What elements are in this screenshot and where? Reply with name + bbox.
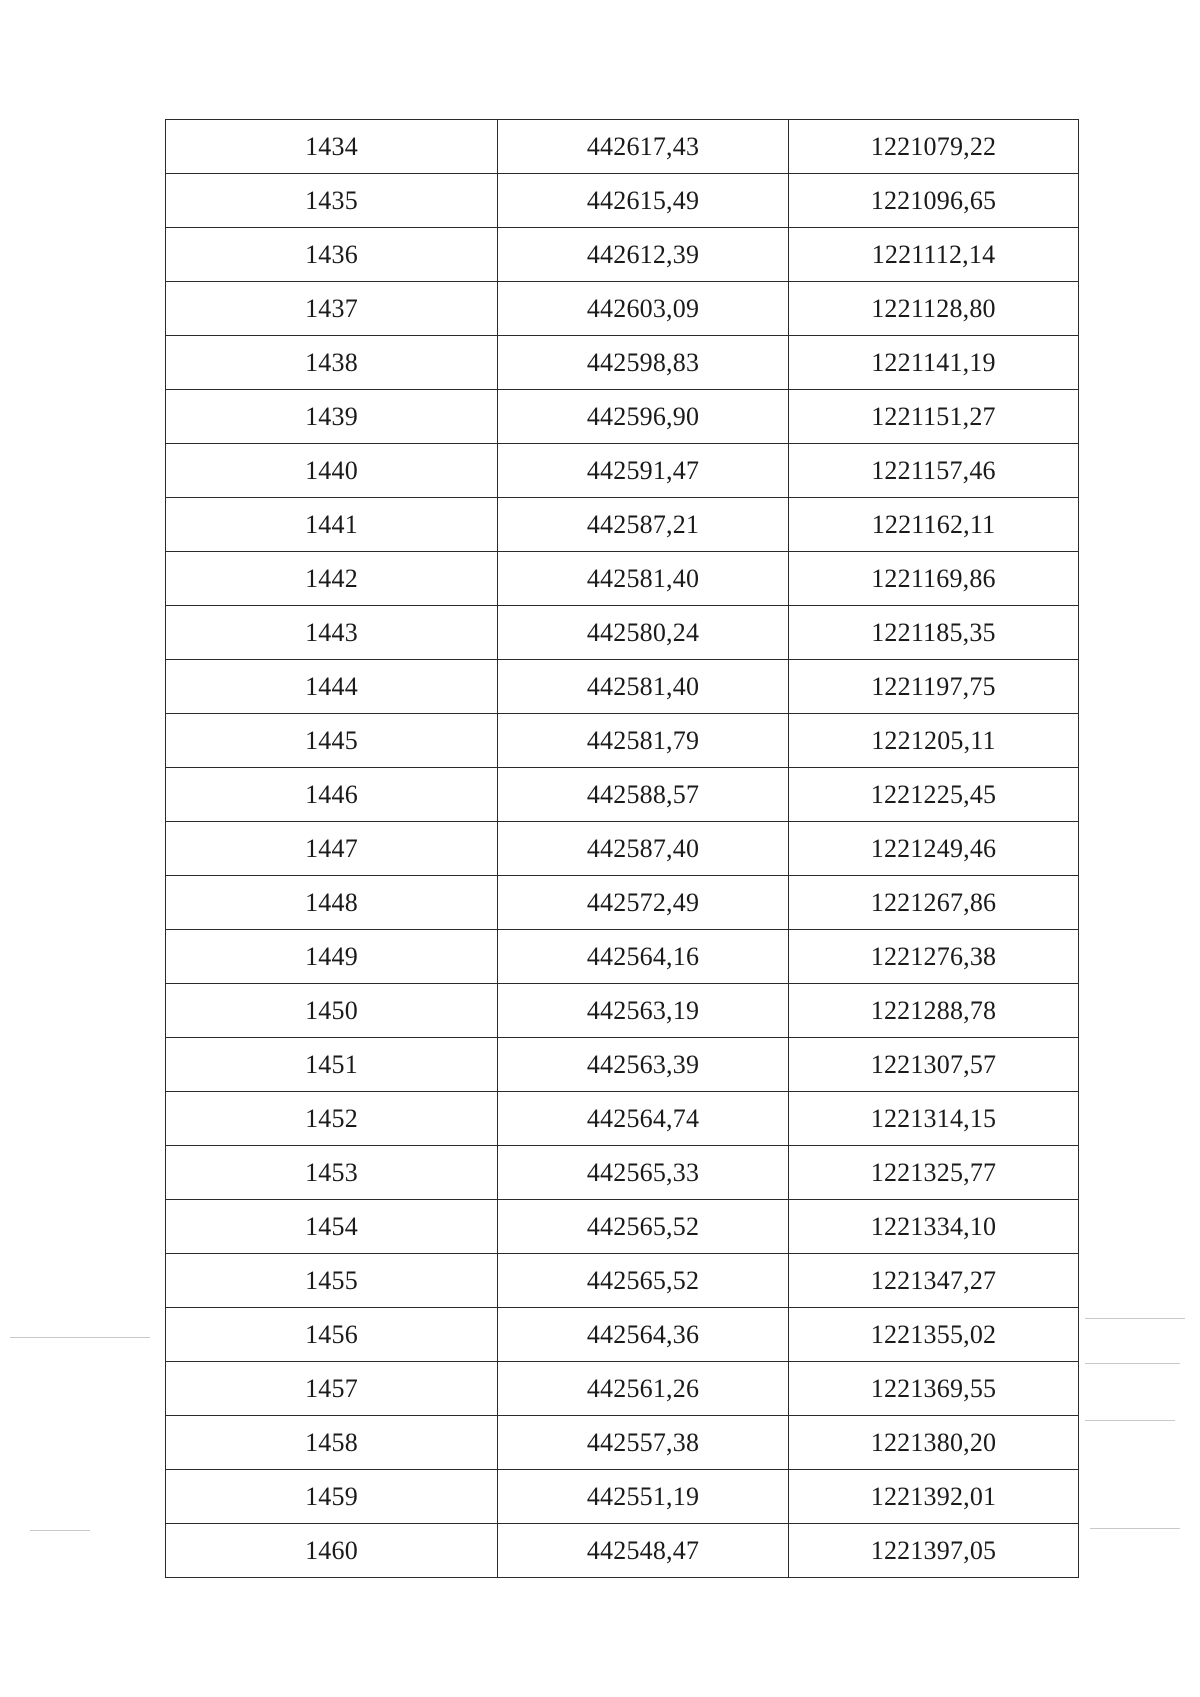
y-coordinate-cell: 1221314,15 (789, 1092, 1079, 1146)
table-row (166, 822, 1079, 876)
y-coordinate-cell: 1221267,86 (789, 876, 1079, 930)
y-coordinate-cell: 1221157,46 (789, 444, 1079, 498)
x-coordinate-cell: 442561,26 (498, 1362, 789, 1416)
table-row (166, 390, 1079, 444)
x-coordinate-cell: 442598,83 (498, 336, 789, 390)
y-coordinate-cell: 1221288,78 (789, 984, 1079, 1038)
y-coordinate-cell: 1221397,05 (789, 1524, 1079, 1578)
x-coordinate-cell: 442557,38 (498, 1416, 789, 1470)
table-row (166, 984, 1079, 1038)
y-coordinate-cell: 1221249,46 (789, 822, 1079, 876)
point-number-cell: 1438 (166, 336, 498, 390)
point-number-cell: 1445 (166, 714, 498, 768)
table-row (166, 282, 1079, 336)
scan-artifact (30, 1530, 90, 1531)
y-coordinate-cell: 1221128,80 (789, 282, 1079, 336)
table-row (166, 228, 1079, 282)
point-number-cell: 1460 (166, 1524, 498, 1578)
x-coordinate-cell: 442587,40 (498, 822, 789, 876)
table-row (166, 1254, 1079, 1308)
table-row (166, 1146, 1079, 1200)
y-coordinate-cell: 1221205,11 (789, 714, 1079, 768)
x-coordinate-cell: 442587,21 (498, 498, 789, 552)
scan-artifact (1085, 1363, 1180, 1364)
x-coordinate-cell: 442617,43 (498, 120, 789, 174)
point-number-cell: 1454 (166, 1200, 498, 1254)
coordinates-table (165, 119, 1079, 1578)
point-number-cell: 1459 (166, 1470, 498, 1524)
table-row (166, 876, 1079, 930)
y-coordinate-cell: 1221380,20 (789, 1416, 1079, 1470)
table-row (166, 1038, 1079, 1092)
x-coordinate-cell: 442581,79 (498, 714, 789, 768)
scan-artifact (1090, 1528, 1180, 1529)
x-coordinate-cell: 442565,33 (498, 1146, 789, 1200)
x-coordinate-cell: 442564,16 (498, 930, 789, 984)
y-coordinate-cell: 1221079,22 (789, 120, 1079, 174)
point-number-cell: 1453 (166, 1146, 498, 1200)
point-number-cell: 1437 (166, 282, 498, 336)
y-coordinate-cell: 1221355,02 (789, 1308, 1079, 1362)
point-number-cell: 1435 (166, 174, 498, 228)
point-number-cell: 1443 (166, 606, 498, 660)
x-coordinate-cell: 442615,49 (498, 174, 789, 228)
x-coordinate-cell: 442588,57 (498, 768, 789, 822)
coordinates-table-body (166, 120, 1079, 1578)
y-coordinate-cell: 1221185,35 (789, 606, 1079, 660)
table-row (166, 174, 1079, 228)
table-row (166, 1416, 1079, 1470)
point-number-cell: 1455 (166, 1254, 498, 1308)
point-number-cell: 1444 (166, 660, 498, 714)
x-coordinate-cell: 442580,24 (498, 606, 789, 660)
point-number-cell: 1452 (166, 1092, 498, 1146)
point-number-cell: 1441 (166, 498, 498, 552)
point-number-cell: 1457 (166, 1362, 498, 1416)
point-number-cell: 1447 (166, 822, 498, 876)
table-row (166, 444, 1079, 498)
point-number-cell: 1436 (166, 228, 498, 282)
table-row (166, 1362, 1079, 1416)
point-number-cell: 1451 (166, 1038, 498, 1092)
x-coordinate-cell: 442564,36 (498, 1308, 789, 1362)
table-row (166, 498, 1079, 552)
x-coordinate-cell: 442563,39 (498, 1038, 789, 1092)
x-coordinate-cell: 442581,40 (498, 552, 789, 606)
y-coordinate-cell: 1221276,38 (789, 930, 1079, 984)
y-coordinate-cell: 1221141,19 (789, 336, 1079, 390)
y-coordinate-cell: 1221151,27 (789, 390, 1079, 444)
y-coordinate-cell: 1221369,55 (789, 1362, 1079, 1416)
point-number-cell: 1439 (166, 390, 498, 444)
table-row (166, 552, 1079, 606)
y-coordinate-cell: 1221169,86 (789, 552, 1079, 606)
y-coordinate-cell: 1221162,11 (789, 498, 1079, 552)
table-row (166, 606, 1079, 660)
y-coordinate-cell: 1221096,65 (789, 174, 1079, 228)
point-number-cell: 1434 (166, 120, 498, 174)
table-row (166, 768, 1079, 822)
scan-artifact (10, 1337, 150, 1338)
point-number-cell: 1449 (166, 930, 498, 984)
x-coordinate-cell: 442591,47 (498, 444, 789, 498)
table-row (166, 1470, 1079, 1524)
point-number-cell: 1442 (166, 552, 498, 606)
y-coordinate-cell: 1221325,77 (789, 1146, 1079, 1200)
x-coordinate-cell: 442612,39 (498, 228, 789, 282)
table-row (166, 336, 1079, 390)
x-coordinate-cell: 442596,90 (498, 390, 789, 444)
y-coordinate-cell: 1221112,14 (789, 228, 1079, 282)
table-row (166, 120, 1079, 174)
table-row (166, 930, 1079, 984)
x-coordinate-cell: 442565,52 (498, 1254, 789, 1308)
x-coordinate-cell: 442581,40 (498, 660, 789, 714)
y-coordinate-cell: 1221197,75 (789, 660, 1079, 714)
x-coordinate-cell: 442565,52 (498, 1200, 789, 1254)
y-coordinate-cell: 1221347,27 (789, 1254, 1079, 1308)
x-coordinate-cell: 442564,74 (498, 1092, 789, 1146)
point-number-cell: 1448 (166, 876, 498, 930)
scan-artifact (1085, 1420, 1175, 1421)
point-number-cell: 1440 (166, 444, 498, 498)
point-number-cell: 1458 (166, 1416, 498, 1470)
table-row (166, 714, 1079, 768)
y-coordinate-cell: 1221334,10 (789, 1200, 1079, 1254)
table-row (166, 1524, 1079, 1578)
point-number-cell: 1446 (166, 768, 498, 822)
y-coordinate-cell: 1221392,01 (789, 1470, 1079, 1524)
x-coordinate-cell: 442548,47 (498, 1524, 789, 1578)
y-coordinate-cell: 1221307,57 (789, 1038, 1079, 1092)
point-number-cell: 1456 (166, 1308, 498, 1362)
table-row (166, 660, 1079, 714)
y-coordinate-cell: 1221225,45 (789, 768, 1079, 822)
table-row (166, 1092, 1079, 1146)
x-coordinate-cell: 442603,09 (498, 282, 789, 336)
x-coordinate-cell: 442551,19 (498, 1470, 789, 1524)
x-coordinate-cell: 442563,19 (498, 984, 789, 1038)
table-row (166, 1308, 1079, 1362)
x-coordinate-cell: 442572,49 (498, 876, 789, 930)
table-row (166, 1200, 1079, 1254)
point-number-cell: 1450 (166, 984, 498, 1038)
scan-artifact (1085, 1318, 1185, 1319)
